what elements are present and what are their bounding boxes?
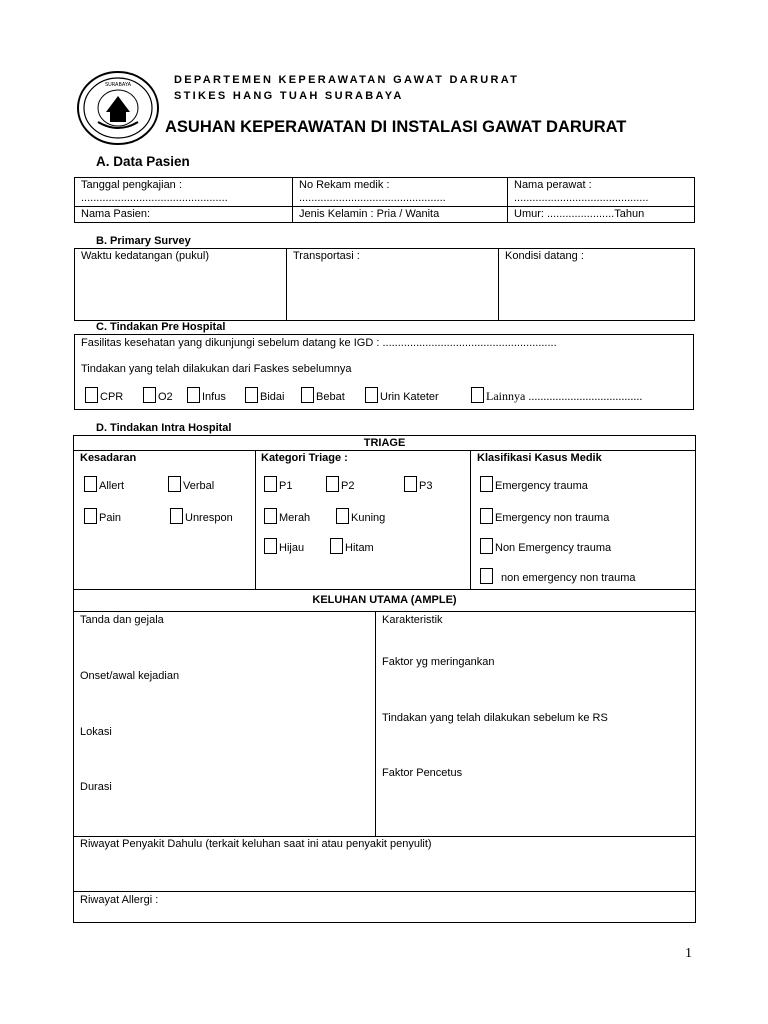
nurse-name-cell[interactable]: [508, 178, 695, 207]
arrival-time-label: Waktu kedatangan (pukul): [81, 250, 209, 262]
option-hijau[interactable]: Hijau: [264, 538, 304, 554]
allergy-history-field[interactable]: Riwayat Allergi :: [80, 894, 159, 906]
checkbox-icon[interactable]: [480, 568, 493, 584]
checkbox-icon[interactable]: [84, 476, 97, 492]
triage-heading: TRIAGE: [363, 437, 406, 449]
option-p2[interactable]: P2: [326, 476, 354, 492]
checkbox-icon[interactable]: [168, 476, 181, 492]
klasifikasi-title: Klasifikasi Kasus Medik: [477, 452, 602, 464]
checkbox-icon[interactable]: [480, 476, 493, 492]
option-unrespon[interactable]: Unrespon: [170, 508, 233, 524]
department-header: [174, 72, 519, 104]
signs-symptoms-field[interactable]: Tanda dan gejala: [80, 614, 164, 626]
duration-field[interactable]: Durasi: [80, 781, 112, 793]
checkbox-icon[interactable]: [187, 387, 200, 403]
option-p3[interactable]: P3: [404, 476, 432, 492]
arrival-time-cell[interactable]: [75, 249, 287, 321]
keluhan-heading: KELUHAN UTAMA (AMPLE): [312, 594, 457, 606]
svg-text:SURABAYA: SURABAYA: [104, 82, 132, 88]
divider: [74, 836, 695, 837]
page-number: 1: [685, 946, 692, 961]
option-kuning[interactable]: Kuning: [336, 508, 385, 524]
option-verbal[interactable]: Verbal: [168, 476, 214, 492]
checkbox-icon[interactable]: [336, 508, 349, 524]
option-o2[interactable]: O2: [143, 387, 173, 403]
divider: [255, 450, 256, 589]
nurse-name-field: ............................................: [514, 192, 649, 204]
checkbox-icon[interactable]: [85, 387, 98, 403]
nurse-name-label: Nama perawat :: [514, 179, 592, 191]
prior-actions-label: Tindakan yang telah dilakukan dari Faskes sebelumnya: [81, 363, 352, 375]
medical-record-field: ................................................: [299, 192, 446, 204]
divider: [74, 891, 695, 892]
option-emergency-non-trauma[interactable]: Emergency non trauma: [480, 508, 609, 524]
divider: [74, 450, 695, 451]
checkbox-icon[interactable]: [143, 387, 156, 403]
option-bebat[interactable]: Bebat: [301, 387, 345, 403]
department-line-2: STIKES HANG TUAH SURABAYA: [174, 90, 404, 102]
divider: [74, 589, 695, 590]
institution-seal-logo: [76, 70, 160, 146]
document-title: ASUHAN KEPERAWATAN DI INSTALASI GAWAT DARURAT: [165, 118, 627, 136]
assessment-date-cell[interactable]: [75, 178, 293, 207]
checkbox-icon[interactable]: [471, 387, 484, 403]
divider: [470, 450, 471, 589]
divider: [74, 611, 695, 612]
option-infus[interactable]: Infus: [187, 387, 226, 403]
facility-visited-label: Fasilitas kesehatan yang dikunjungi sebelum datang ke IGD : .........................................................: [81, 337, 557, 349]
arrival-condition-label: Kondisi datang :: [505, 250, 584, 262]
patient-name-cell[interactable]: [75, 207, 293, 223]
relieving-factors-field[interactable]: Faktor yg meringankan: [382, 656, 495, 668]
checkbox-icon[interactable]: [330, 538, 343, 554]
transport-label: Transportasi :: [293, 250, 360, 262]
checkbox-icon[interactable]: [264, 538, 277, 554]
medical-record-cell[interactable]: [293, 178, 508, 207]
patient-data-table: [74, 177, 695, 223]
option-bidai[interactable]: Bidai: [245, 387, 284, 403]
section-d-heading: D. Tindakan Intra Hospital: [96, 422, 232, 434]
onset-field[interactable]: Onset/awal kejadian: [80, 670, 180, 682]
gender-label: Jenis Kelamin : Pria / Wanita: [299, 208, 440, 220]
checkbox-icon[interactable]: [480, 508, 493, 524]
age-cell[interactable]: [508, 207, 695, 223]
location-field[interactable]: Lokasi: [80, 726, 112, 738]
option-allert[interactable]: Allert: [84, 476, 124, 492]
triggering-factors-field[interactable]: Faktor Pencetus: [382, 767, 463, 779]
option-pain[interactable]: Pain: [84, 508, 121, 524]
actions-before-hospital-field[interactable]: Tindakan yang telah dilakukan sebelum ke RS: [382, 712, 608, 724]
option-lainnya[interactable]: Lainnya ......................................: [471, 387, 642, 404]
past-illness-field[interactable]: Riwayat Penyakit Dahulu (terkait keluhan saat ini atau penyakit penyulit): [80, 838, 432, 850]
transport-cell[interactable]: [287, 249, 499, 321]
age-label: Umur: ......................Tahun: [514, 208, 645, 220]
kategori-title: Kategori Triage :: [261, 452, 348, 464]
kesadaran-title: Kesadaran: [80, 452, 137, 464]
patient-name-label: Nama Pasien:: [81, 208, 151, 220]
primary-survey-table: [74, 248, 695, 321]
checkbox-icon[interactable]: [301, 387, 314, 403]
checkbox-icon[interactable]: [245, 387, 258, 403]
option-cpr[interactable]: CPR: [85, 387, 123, 403]
checkbox-icon[interactable]: [264, 476, 277, 492]
gender-cell[interactable]: [293, 207, 508, 223]
assessment-date-field: ................................................: [81, 192, 228, 204]
option-non-emergency-trauma[interactable]: Non Emergency trauma: [480, 538, 611, 554]
checkbox-icon[interactable]: [170, 508, 183, 524]
checkbox-icon[interactable]: [365, 387, 378, 403]
checkbox-icon[interactable]: [404, 476, 417, 492]
option-emergency-trauma[interactable]: Emergency trauma: [480, 476, 588, 492]
option-urin-kateter[interactable]: Urin Kateter: [365, 387, 439, 403]
section-c-heading: C. Tindakan Pre Hospital: [96, 321, 226, 333]
option-non-emergency-non-trauma[interactable]: non emergency non trauma: [480, 568, 636, 584]
checkbox-icon[interactable]: [84, 508, 97, 524]
intra-hospital-box: [73, 435, 696, 923]
checkbox-icon[interactable]: [264, 508, 277, 524]
option-p1[interactable]: P1: [264, 476, 292, 492]
pre-hospital-box: [74, 334, 694, 410]
checkbox-icon[interactable]: [480, 538, 493, 554]
arrival-condition-cell[interactable]: [499, 249, 695, 321]
medical-record-label: No Rekam medik :: [299, 179, 390, 191]
section-b-heading: B. Primary Survey: [96, 235, 191, 247]
option-merah[interactable]: Merah: [264, 508, 310, 524]
divider: [375, 611, 376, 836]
department-line-1: DEPARTEMEN KEPERAWATAN GAWAT DARURAT: [174, 74, 520, 86]
characteristics-field[interactable]: Karakteristik: [382, 614, 443, 626]
assessment-date-label: Tanggal pengkajian :: [81, 179, 182, 191]
section-a-heading: A. Data Pasien: [96, 154, 190, 169]
checkbox-icon[interactable]: [326, 476, 339, 492]
option-hitam[interactable]: Hitam: [330, 538, 374, 554]
